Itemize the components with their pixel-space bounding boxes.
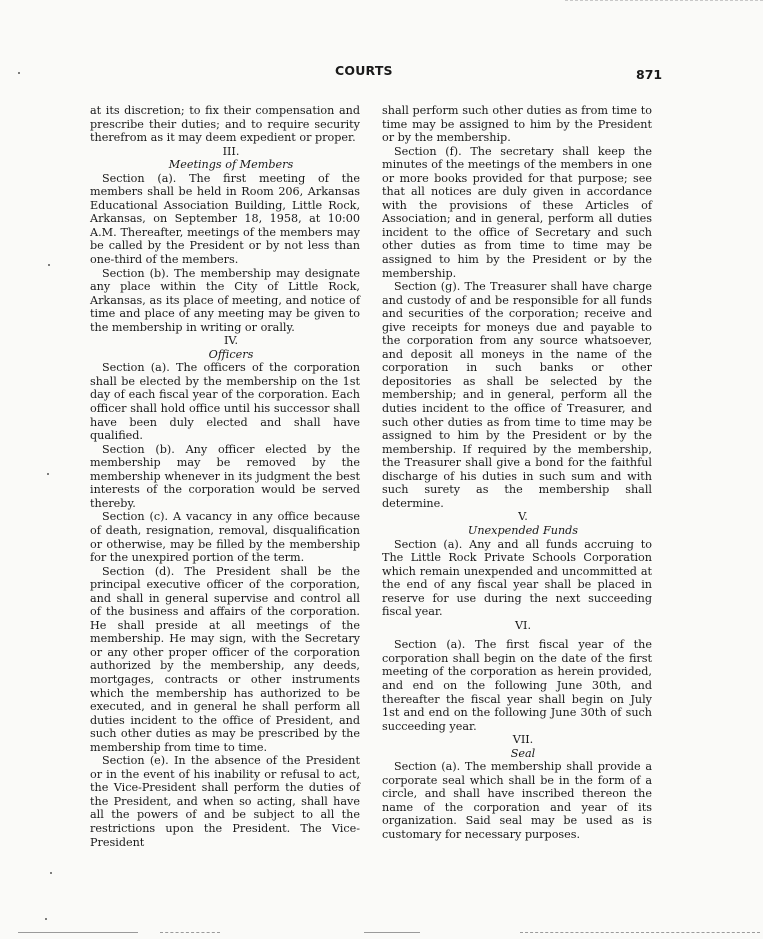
bottom-rule [18, 932, 138, 933]
scan-speck [48, 264, 50, 266]
bottom-rule [520, 932, 760, 933]
scan-speck [47, 473, 49, 475]
section-paragraph: Section (c). A vacancy in any office because of death, resignation, removal, disqualification or otherwise, may be filled by the membership for the unexpired portion of the term. [90, 510, 360, 565]
continuation-paragraph: shall perform such other duties as from time to time may be assigned to him by the President or by the membership. [382, 104, 652, 145]
bottom-rule [364, 932, 420, 933]
article-number: IV. [223, 334, 239, 348]
article-number: VII. [512, 733, 534, 747]
section-paragraph: Section (b). The membership may designate any place within the City of Little Rock, Arkansas, as its place of meeting, and notice of time and place of any meeting may be given to the membership in writing or orally. [90, 266, 360, 334]
article-title: Officers [208, 347, 254, 361]
section-paragraph: Section (d). The President shall be the principal executive officer of the corporation, and shall in general supervise and control all of the business and affairs of the corporation. He shall preside at all meetings of the membership. He may sign, with the Secretary or any other proper officer of the corporation authorized by the membership, any deeds, mortgages, contracts or other instruments which the membership has authorized to be executed, and in general he shall perform all duties incident to the office of President, and such other duties as may be prescribed by the membership from time to time. [90, 564, 360, 754]
scan-speck [50, 872, 52, 874]
scan-speck [18, 72, 20, 74]
section-paragraph: Section (b). Any officer elected by the membership may be removed by the membership whenever in its judgment the best interests of the corporation would be served thereby. [90, 442, 360, 510]
left-column [90, 104, 360, 849]
page-number: 871 [636, 67, 663, 82]
article-number: VI. [514, 618, 532, 632]
scan-speck [45, 918, 47, 920]
bottom-rule [160, 932, 220, 933]
section-paragraph: Section (g). The Treasurer shall have charge and custody of and be responsible for all funds and securities of the corporation; receive and give receipts for moneys due and payable to the corporation from any source whatsoever, and deposit all moneys in the name of the corporation in such banks or other depositories as shall be selected by the membership; and in general, perform all the duties incident to the office of Treasurer, and such other duties as from time to time may be assigned to him by the President or by the membership. If required by the membership, the Treasurer shall give a bond for the faithful discharge of his duties in such sum and with such surety as the membership shall determine. [382, 280, 652, 510]
article-title: Unexpended Funds [467, 523, 579, 537]
section-paragraph: Section (a). The first meeting of the members shall be held in Room 206, Arkansas Educational Association Building, Little Rock, Arkansas, on September 18, 1958, at 10:00 A.M. Thereafter, meetings of the members may be called by the President or by not less than one-third of the members. [90, 171, 360, 267]
section-paragraph: Section (f). The secretary shall keep the minutes of the meetings of the members in one or more books provided for that purpose; see that all notices are duly given in accordance with the provisions of these Articles of Association; and in general, perform all duties incident to the office of Secretary and such other duties as from time to time may be assigned to him by the President or by the membership. [382, 144, 652, 280]
section-paragraph: Section (e). In the absence of the President or in the event of his inability or refusal to act, the Vice-President shall perform the duties of the President, and when so acting, shall have all the powers of and be subject to all the restrictions upon the President. The Vice-President [90, 754, 360, 849]
right-column [382, 104, 652, 842]
running-header: COURTS [335, 63, 393, 78]
article-title: Meetings of Members [168, 158, 294, 172]
section-paragraph: Section (a). The officers of the corporation shall be elected by the membership on the 1st day of each fiscal year of the corporation. Each officer shall hold office until his successor shall have been duly elected and shall have qualified. [90, 361, 360, 443]
section-paragraph: Section (a). The first fiscal year of the corporation shall begin on the date of the first meeting of the corporation as herein provided, and end on the following June 30th, and thereafter the fiscal year shall begin on July 1st and end on the following June 30th of such succeeding year. [382, 638, 652, 733]
top-dashed-rule [565, 0, 763, 1]
section-paragraph: Section (a). Any and all funds accruing to The Little Rock Private Schools Corporation which remain unexpended and uncommitted at the end of any fiscal year shall be placed in reserve for use during the next succeeding fiscal year. [382, 537, 652, 619]
article-number: V. [518, 510, 528, 524]
section-paragraph: Section (a). The membership shall provide a corporate seal which shall be in the form of a circle, and shall have inscribed thereon the name of the corporation and year of its organization. Said seal may be used as is customary for necessary purposes. [382, 760, 652, 841]
intro-paragraph: at its discretion; to fix their compensation and prescribe their duties; and to require security therefrom as it may deem expedient or proper. [90, 104, 360, 145]
article-title: Seal [510, 746, 536, 760]
article-number: III. [222, 144, 240, 158]
